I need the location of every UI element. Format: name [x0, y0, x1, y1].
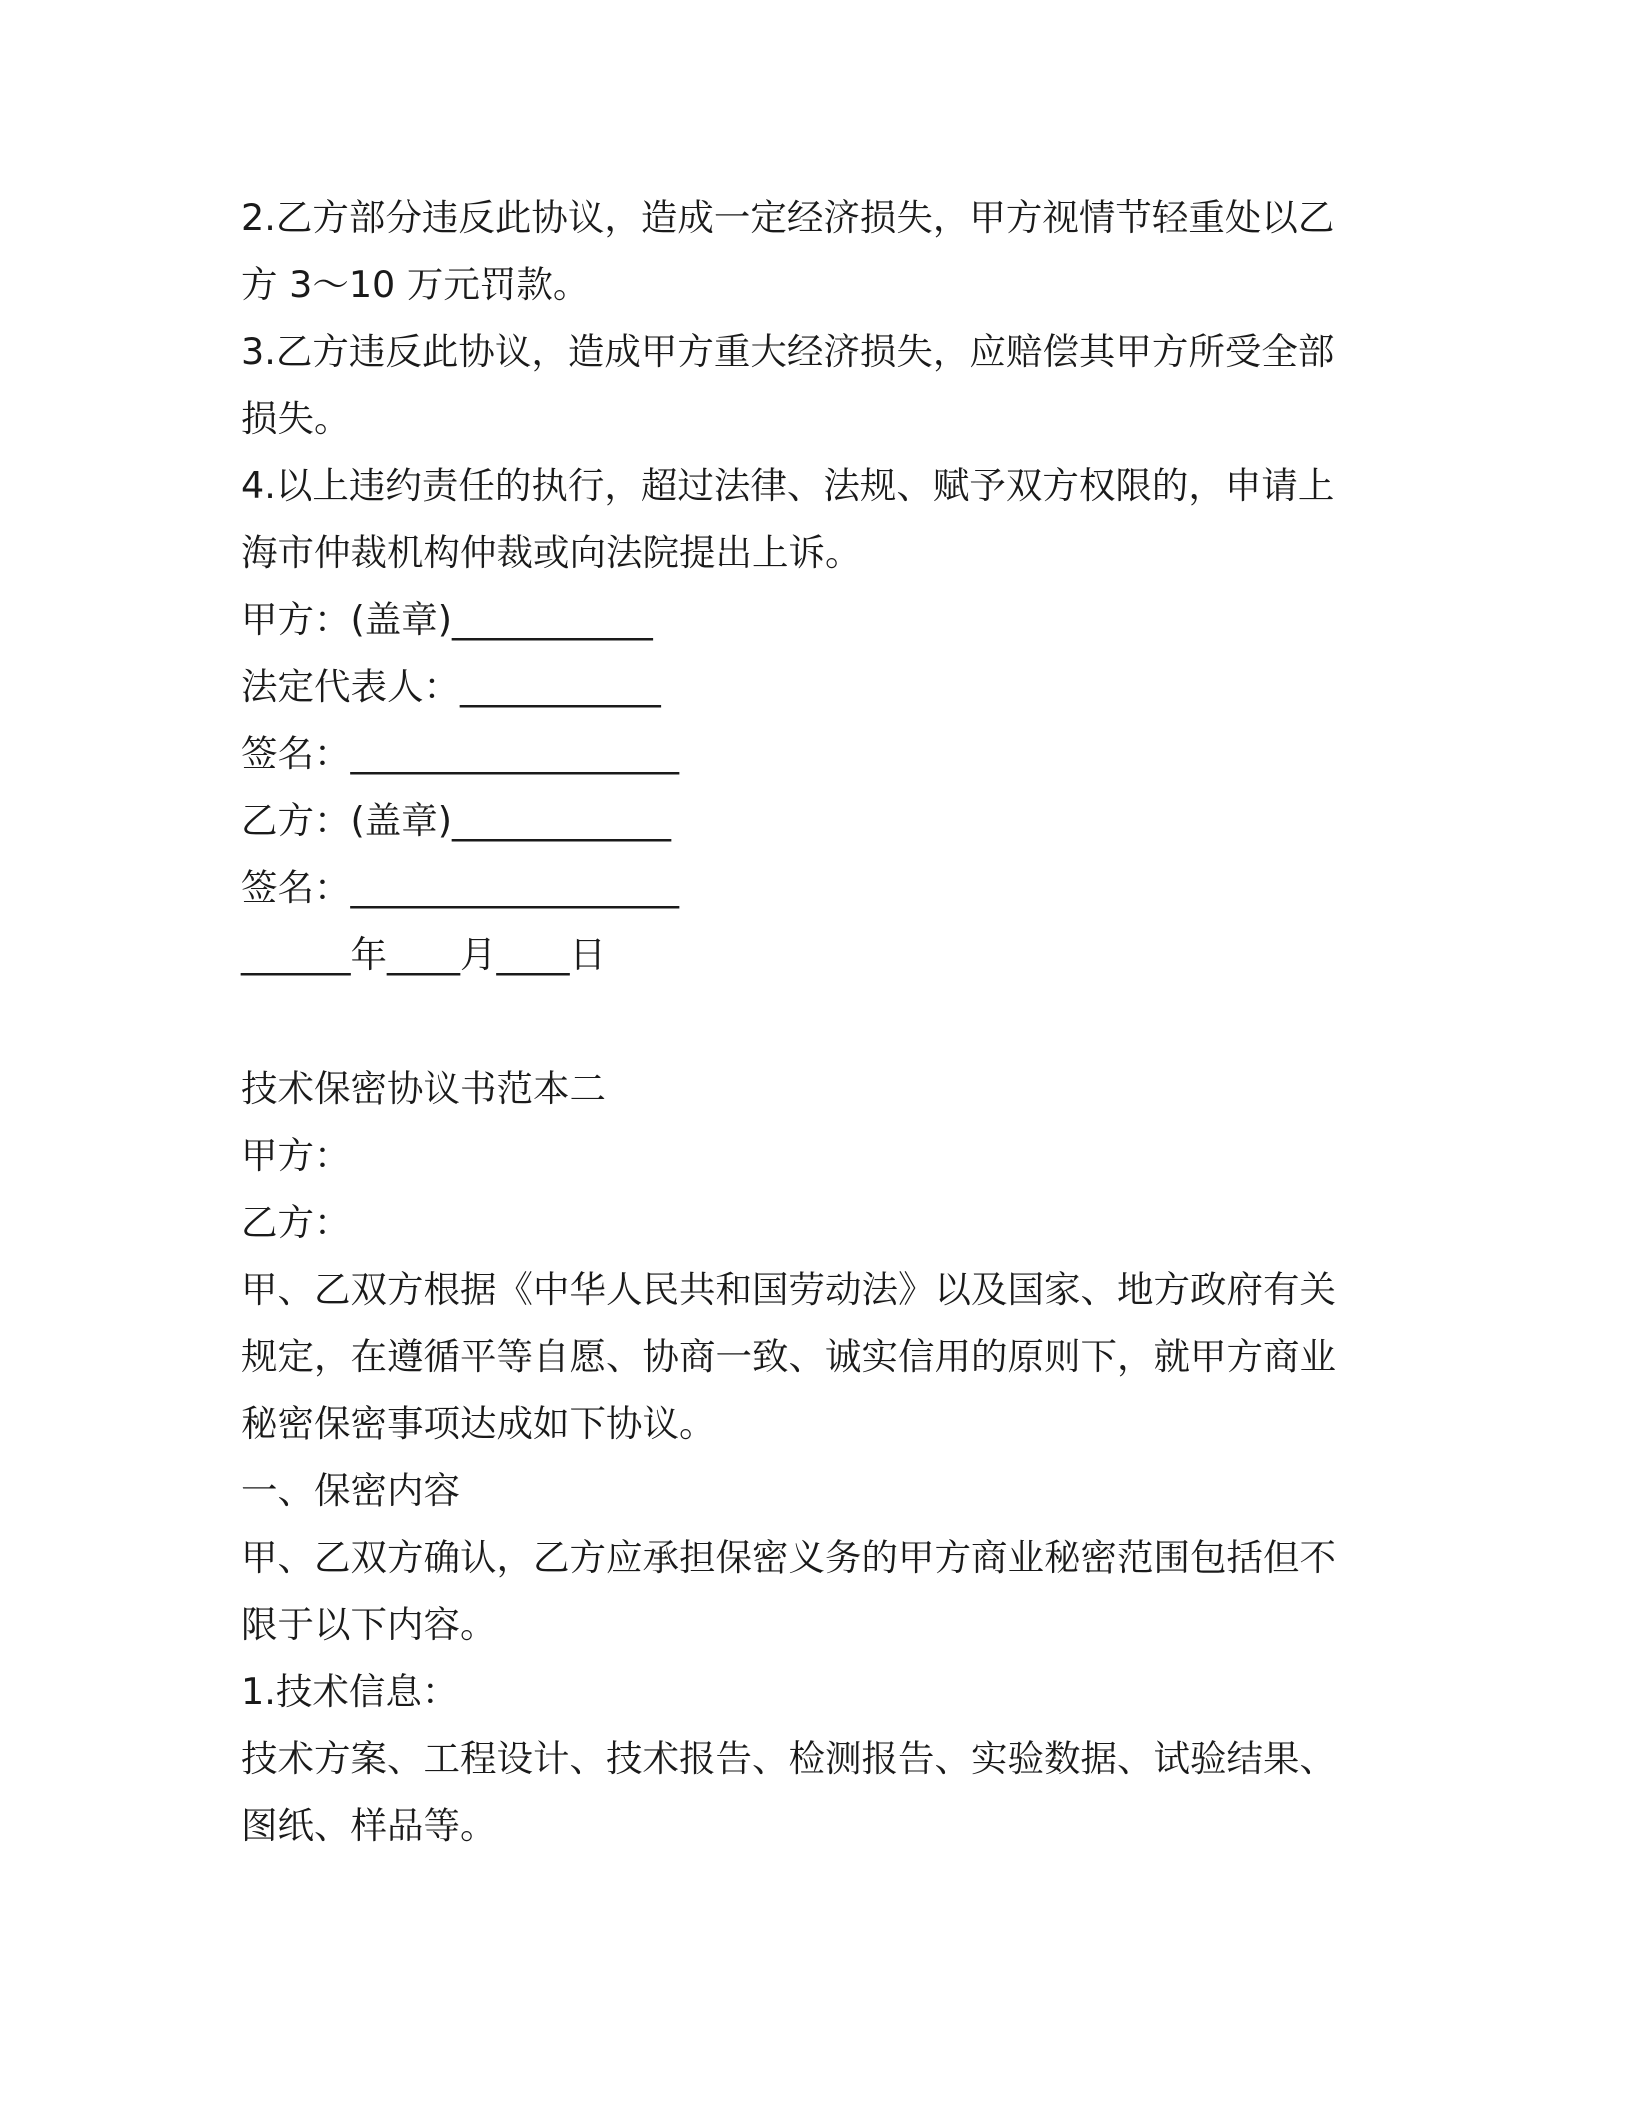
section-intro-line-2: 限于以下内容。	[241, 1603, 497, 1646]
clause-3-line-2: 损失。	[241, 397, 351, 440]
party-b-label: 乙方：	[241, 1201, 351, 1244]
section-intro-line-1: 甲、乙双方确认，乙方应承担保密义务的甲方商业秘密范围包括但不	[241, 1536, 1336, 1579]
clause-2-line-1: 2.乙方部分违反此协议，造成一定经济损失，甲方视情节轻重处以乙	[241, 196, 1335, 239]
clause-4-line-2: 海市仲裁机构仲裁或向法院提出上诉。	[241, 531, 862, 574]
section-spacer	[241, 988, 1391, 1055]
preamble-line-1: 甲、乙双方根据《中华人民共和国劳动法》以及国家、地方政府有关	[241, 1268, 1336, 1311]
item-body-line-2: 图纸、样品等。	[241, 1804, 497, 1847]
party-b-signature-field: 签名：__________________	[241, 866, 679, 909]
date-field: ______年____月____日	[241, 933, 606, 976]
party-a-seal-field: 甲方：(盖章)___________	[241, 598, 653, 641]
party-b-seal-field: 乙方：(盖章)____________	[241, 799, 671, 842]
document-page	[241, 184, 1391, 1859]
clause-2-line-2: 方 3～10 万元罚款。	[241, 263, 590, 306]
clause-3-line-1: 3.乙方违反此协议，造成甲方重大经济损失，应赔偿其甲方所受全部	[241, 330, 1335, 373]
party-a-label: 甲方：	[241, 1134, 351, 1177]
legal-representative-field: 法定代表人：___________	[241, 665, 661, 708]
template-two-title: 技术保密协议书范本二	[241, 1067, 606, 1110]
item-heading-technical-info: 1.技术信息：	[241, 1670, 459, 1713]
section-heading-confidential-content: 一、保密内容	[241, 1469, 460, 1512]
item-body-line-1: 技术方案、工程设计、技术报告、检测报告、实验数据、试验结果、	[241, 1737, 1336, 1780]
preamble-line-3: 秘密保密事项达成如下协议。	[241, 1402, 716, 1445]
preamble-line-2: 规定，在遵循平等自愿、协商一致、诚实信用的原则下，就甲方商业	[241, 1335, 1336, 1378]
clause-4-line-1: 4.以上违约责任的执行，超过法律、法规、赋予双方权限的，申请上	[241, 464, 1335, 507]
party-a-signature-field: 签名：__________________	[241, 732, 679, 775]
